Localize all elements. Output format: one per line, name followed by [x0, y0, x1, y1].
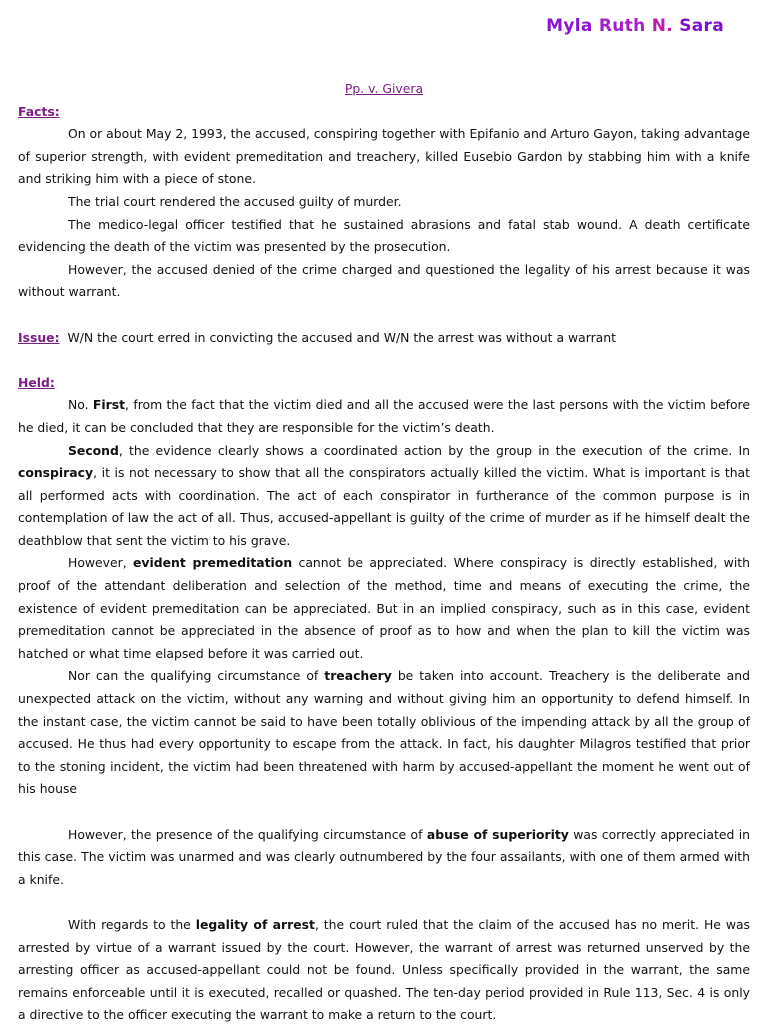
facts-paragraph-4: However, the accused denied of the crime charged and questioned the legality of his arrest because it was without warrant.	[18, 261, 750, 300]
author-last: Sara	[679, 16, 724, 36]
facts-paragraph-3: The medico-legal officer testified that he sustained abrasions and fatal stab wound. A death certificate evidencing the death of the victim was presented by the prosecution.	[18, 216, 750, 255]
spacer	[18, 349, 750, 372]
author-name	[546, 16, 724, 36]
spacer	[18, 801, 750, 824]
held-emphasis: Second	[68, 442, 119, 458]
held-paragraph-2: Second, the evidence clearly shows a coordinated action by the group in the execution of the crime. In conspiracy, it is not necessary to show that all the conspirators actually killed the victim. What is important is that all performed acts with coordination. The act of each conspirator in furtherance of the common purpose is in contemplation of law the act of all. Thus, accused-appellant is guilty of the crime of murder as if he himself dealt the deathblow that sent the victim to his grave.	[18, 442, 750, 548]
case-title: Pp. v. Givera	[344, 81, 424, 96]
held-label: Held:	[18, 374, 55, 390]
spacer	[18, 891, 750, 914]
held-paragraph-5: However, the presence of the qualifying circumstance of abuse of superiority was correctly appreciated in this case. The victim was unarmed and was clearly outnumbered by the four assailants, with one of them armed with a knife.	[18, 826, 750, 887]
issue-text: W/N the court erred in convicting the accused and W/N the arrest was without a warrant	[67, 329, 616, 345]
author-initial: N.	[651, 16, 673, 36]
held-paragraph-1: No. First, from the fact that the victim died and all the accused were the last persons with the victim before he died, it can be concluded that they are responsible for the victim’s death.	[18, 397, 750, 435]
document-body	[18, 78, 750, 1027]
held-emphasis: abuse of superiority	[426, 826, 569, 842]
held-paragraph-6: With regards to the legality of arrest, the court ruled that the claim of the accused has no merit. He was arrested by virtue of a warrant issued by the court. However, the warrant of arrest was returned unserved by the arresting officer as accused-appellant could not be found. Unless specifically provided in the warrant, the same remains enforceable until it is executed, recalled or quashed. The ten-day period provided in Rule 113, Sec. 4 is only a directive to the officer executing the warrant to make a return to the court.	[18, 916, 750, 1023]
facts-paragraph-1: On or about May 2, 1993, the accused, conspiring together with Epifanio and Arturo Gayon, taking advantage of superior strength, with evident premeditation and treachery, killed Eusebio Gardon by stabbing him with a knife and striking him with a piece of stone.	[18, 126, 750, 187]
facts-paragraph-2: The trial court rendered the accused guilty of murder.	[68, 193, 402, 209]
held-emphasis: legality of arrest	[195, 916, 315, 932]
issue-label: Issue:	[18, 329, 60, 345]
held-emphasis: First	[92, 397, 126, 413]
facts-label: Facts:	[18, 103, 60, 119]
author-middle: Ruth	[598, 16, 646, 36]
held-paragraph-4: Nor can the qualifying circumstance of treachery be taken into account. Treachery is the deliberate and unexpected attack on the victim, without any warning and without giving him an opportunity to defend himself. In the instant case, the victim cannot be said to have been totally oblivious of the impending attack by all the group of accused. He thus had every opportunity to escape from the attack. In fact, his daughter Milagros testified that prior to the stoning incident, the victim had been threatened with harm by accused-appellant the moment he went out of his house	[18, 668, 750, 797]
held-heading	[18, 372, 750, 395]
held-emphasis: conspiracy	[18, 465, 94, 481]
held-paragraph-3: However, evident premeditation cannot be appreciated. Where conspiracy is directly established, with proof of the attendant deliberation and selection of the method, time and means of executing the crime, the existence of evident premeditation can be appreciated. But in an implied conspiracy, such as in this case, evident premeditation cannot be appreciated in the absence of proof as to how and when the plan to kill the victim was hatched or what time elapsed before it was carried out.	[18, 555, 750, 661]
held-emphasis: treachery	[324, 668, 392, 684]
held-emphasis: evident premeditation	[133, 555, 293, 571]
author-first: Myla	[546, 16, 593, 36]
issue-line	[18, 327, 750, 350]
spacer	[18, 304, 750, 327]
facts-heading	[18, 101, 750, 124]
